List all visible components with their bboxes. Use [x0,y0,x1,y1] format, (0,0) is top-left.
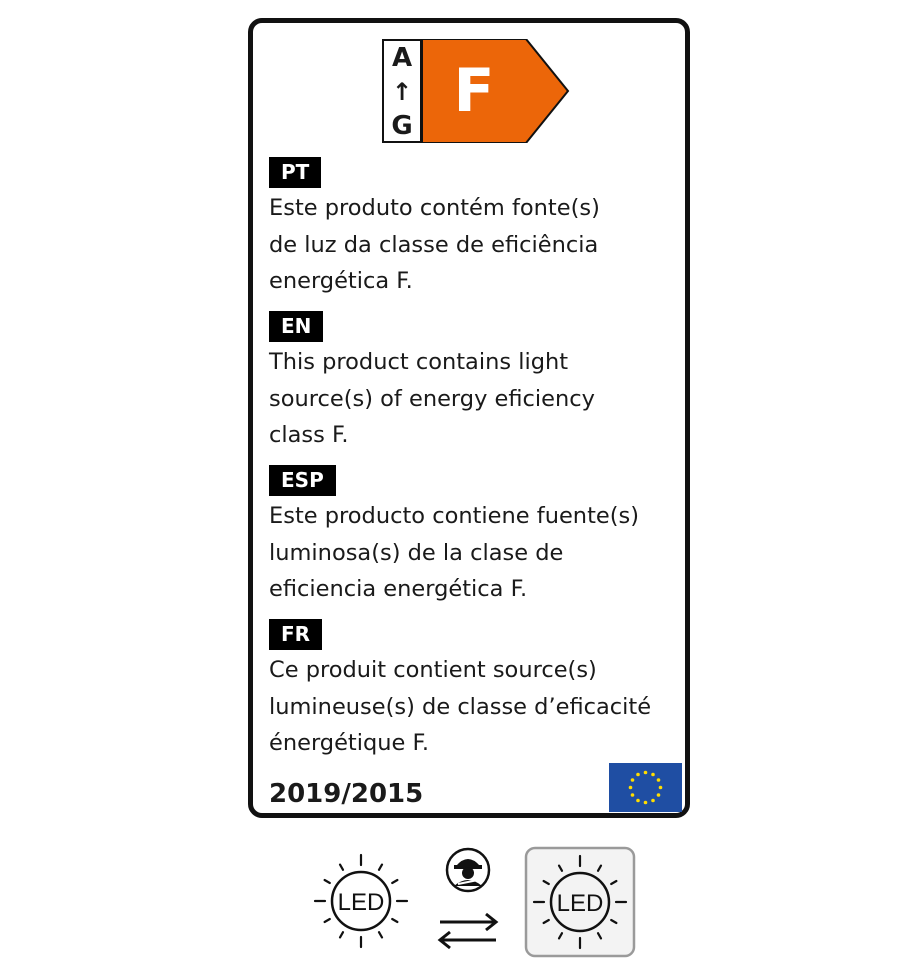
language-block-fr [269,619,689,762]
eu-star [636,773,640,777]
led-light-source-icon [308,848,414,954]
energy-class-indicator [382,39,570,143]
language-text: Ce produit contient source(s) lumineuse(s) de classe d’eficacité énergétique F. [269,657,652,756]
eu-star [651,799,655,803]
language-text: Este producto contiene fuente(s) luminosa(s) de la clase de eficiencia energética F. [269,503,640,602]
language-tag: FR [269,619,322,650]
eu-star [657,778,661,782]
professional-replacement-icon [432,846,504,958]
sun-ray [379,932,382,937]
eu-star [659,786,663,790]
scale-arrow-icon: ↑ [391,78,413,106]
sun-ray [392,919,397,922]
efficiency-scale [382,39,422,143]
language-text: This product contains light source(s) of energy eficiency class F. [269,349,595,448]
sun-ray [340,865,343,870]
sun-ray [325,880,330,883]
eu-flag-icon [609,763,682,812]
eu-star [631,793,635,797]
energy-class-letter: F [453,56,495,126]
sun-ray [325,919,330,922]
scale-bottom-letter: G [391,111,413,141]
language-text: Este produto contém fonte(s) de luz da classe de eficiência energética F. [269,195,600,294]
language-block-esp [269,465,689,608]
eu-star [651,773,655,777]
sun-ray [392,880,397,883]
language-tag: PT [269,157,321,188]
eu-star [631,778,635,782]
eu-star [636,799,640,803]
language-tag: EN [269,311,323,342]
replaceability-icons [0,840,900,965]
led-light-source-replaceable-icon [524,846,636,958]
language-tag: ESP [269,465,336,496]
eu-star [644,771,648,775]
eu-star [657,793,661,797]
scale-top-letter: A [391,43,413,73]
sun-ray [340,932,343,937]
led-label: LED [337,889,385,916]
led-label: LED [556,890,604,917]
regulation-number: 2019/2015 [269,779,424,809]
language-block-en [269,311,689,454]
eu-star [629,786,633,790]
energy-label-card [248,18,690,818]
eu-star [644,801,648,805]
sun-ray [379,865,382,870]
language-block-pt [269,157,689,300]
